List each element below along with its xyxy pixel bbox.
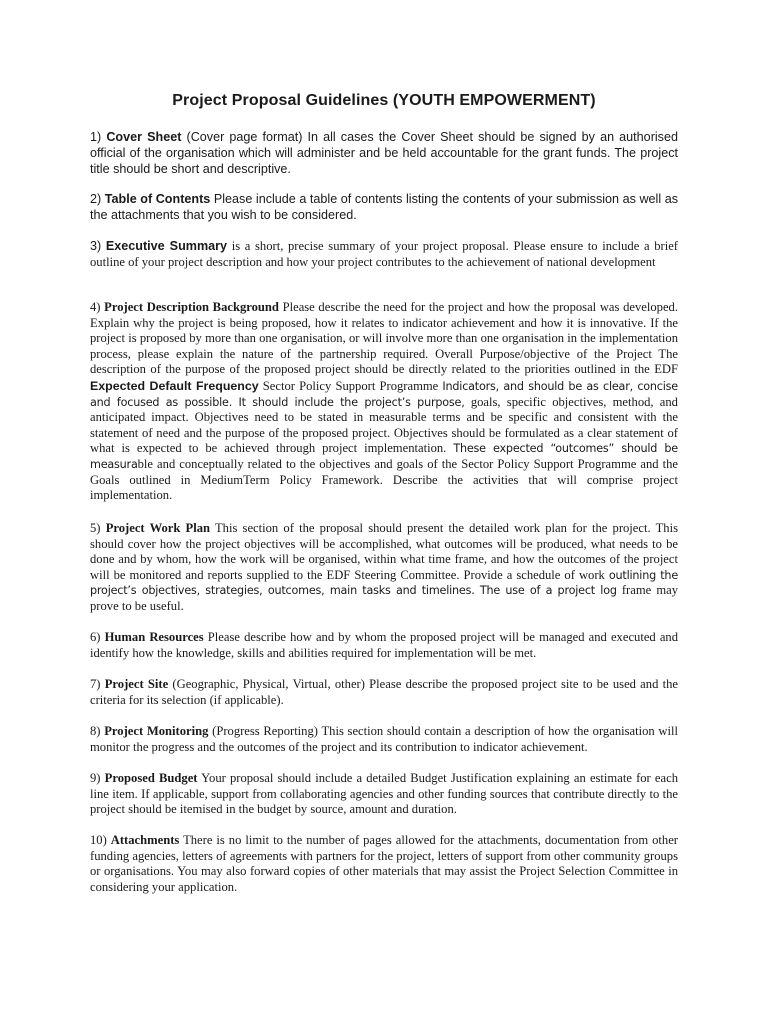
section-text: (Cover page format) In all cases the Cover Sheet should be signed by an authorised official of the organisation which will administer and be held accountable for the grant funds. The project title should be short and descriptive. [90, 130, 678, 176]
section-heading: Attachments [110, 833, 180, 847]
section-table-of-contents [90, 191, 678, 223]
section-proposed-budget [90, 771, 678, 818]
section-number: 7) [90, 677, 101, 691]
section-text: outlining the project’s objectives, strategies, outcomes, main tasks and timelines. The use of a project log [90, 568, 679, 598]
section-text: Sector Policy Support Programme [258, 378, 443, 393]
section-text: There is no limit to the number of pages allowed for the attachments, documentation from other funding agencies, letters of agreements with partners for the project, letters of support from other community groups or organisations. You may also forward copies of other materials that may assist the Project Selection Committee in considering your application. [90, 833, 678, 894]
section-text: ble and conceptually related to the objectives and goals of the Sector Policy Support Programme and the Goals outlined in MediumTerm Policy Framework. Describe the activities that will comprise project implementation. [90, 456, 678, 503]
section-text: frame may prove to be useful. [90, 583, 679, 613]
section-number: 2) [90, 192, 102, 206]
section-text: Please include a table of contents listing the contents of your submission as well as the attachments that you wish to be considered. [90, 192, 678, 222]
section-text: Indicators, and should be as clear, concise and focused as possible. It should include the project’s purpose, [90, 379, 678, 409]
section-heading: Table of Contents [104, 192, 211, 206]
section-heading: Executive Summary [105, 239, 228, 253]
section-text: These expected “outcomes” should be measura [90, 442, 678, 471]
section-text: Your proposal should include a detailed Budget Justification explaining an estimate for each line item. If applicable, support from collaborating agencies and other funding sources that contribute directly to the project should be itemised in the budget by source, amount and duration. [90, 771, 678, 817]
section-project-work-plan [90, 521, 678, 615]
section-heading: Project Description Background [104, 300, 279, 314]
section-text: Please describe the need for the project and how the proposal was developed. Explain why the project is being proposed, how it relates to indicator achievement and how it is innovative. If the project is proposed by more than one organisation, or will involve more than one organisation in the implementation process, please explain the nature of the partnership required. Overall Purpose/objective of the Project The description of the purpose of the proposed project should be directly related to the priorities outlined in the EDF [90, 300, 678, 377]
section-project-description [90, 300, 678, 504]
section-number: 1) [90, 130, 102, 144]
section-number: 4) [90, 300, 101, 314]
section-heading: Project Site [104, 677, 169, 691]
section-text: Please describe how and by whom the proposed project will be managed and executed and identify how the knowledge, skills and abilities required for implementation will be met. [90, 630, 679, 660]
section-project-site [90, 677, 678, 708]
section-number: 3) [90, 239, 102, 253]
section-attachments [90, 833, 678, 895]
section-text: (Geographic, Physical, Virtual, other) Please describe the proposed project site to be used and the criteria for its selection (if applicable). [90, 677, 678, 707]
section-executive-summary [90, 238, 678, 270]
section-heading: Proposed Budget [104, 771, 198, 785]
section-heading: Project Work Plan [105, 521, 211, 535]
section-text: (Progress Reporting) This section should contain a description of how the organisation will monitor the progress and the outcomes of the project and its contribution to indicator achievement. [90, 724, 678, 754]
section-heading: Project Monitoring [104, 724, 209, 738]
highlight-term: Expected Default Frequency [90, 378, 259, 393]
section-text: goals, specific objectives, method, and anticipated impact. Objectives need to be stated in measurable terms and be specific and consistent with the statement of need and the purpose of the proposed project. Objectives should be formulated as a clear statement of what is expected to be achieved through project implementation. [90, 394, 678, 456]
section-text: is a short, precise summary of your project proposal. Please ensure to include a brief outline of your project description and how your project contributes to the achievement of national development [90, 239, 678, 269]
section-number: 5) [90, 521, 101, 535]
section-number: 10) [90, 833, 107, 847]
section-human-resources [90, 630, 678, 661]
section-heading: Human Resources [104, 630, 204, 644]
section-project-monitoring [90, 724, 678, 755]
section-number: 8) [90, 724, 101, 738]
page-title: Project Proposal Guidelines (YOUTH EMPOWERMENT) [172, 92, 596, 109]
section-number: 9) [90, 771, 101, 785]
section-cover-sheet [90, 129, 678, 177]
section-number: 6) [90, 630, 101, 644]
section-text: This section of the proposal should present the detailed work plan for the project. This should cover how the project objectives will be accomplished, what outcomes will be produced, what needs to be done and by whom, how the work will be organised, within what time frame, and how the outcomes of the project will be monitored and reports supplied to the EDF Steering Committee. Provide a schedule of work [90, 521, 678, 582]
section-heading: Cover Sheet [106, 130, 182, 144]
